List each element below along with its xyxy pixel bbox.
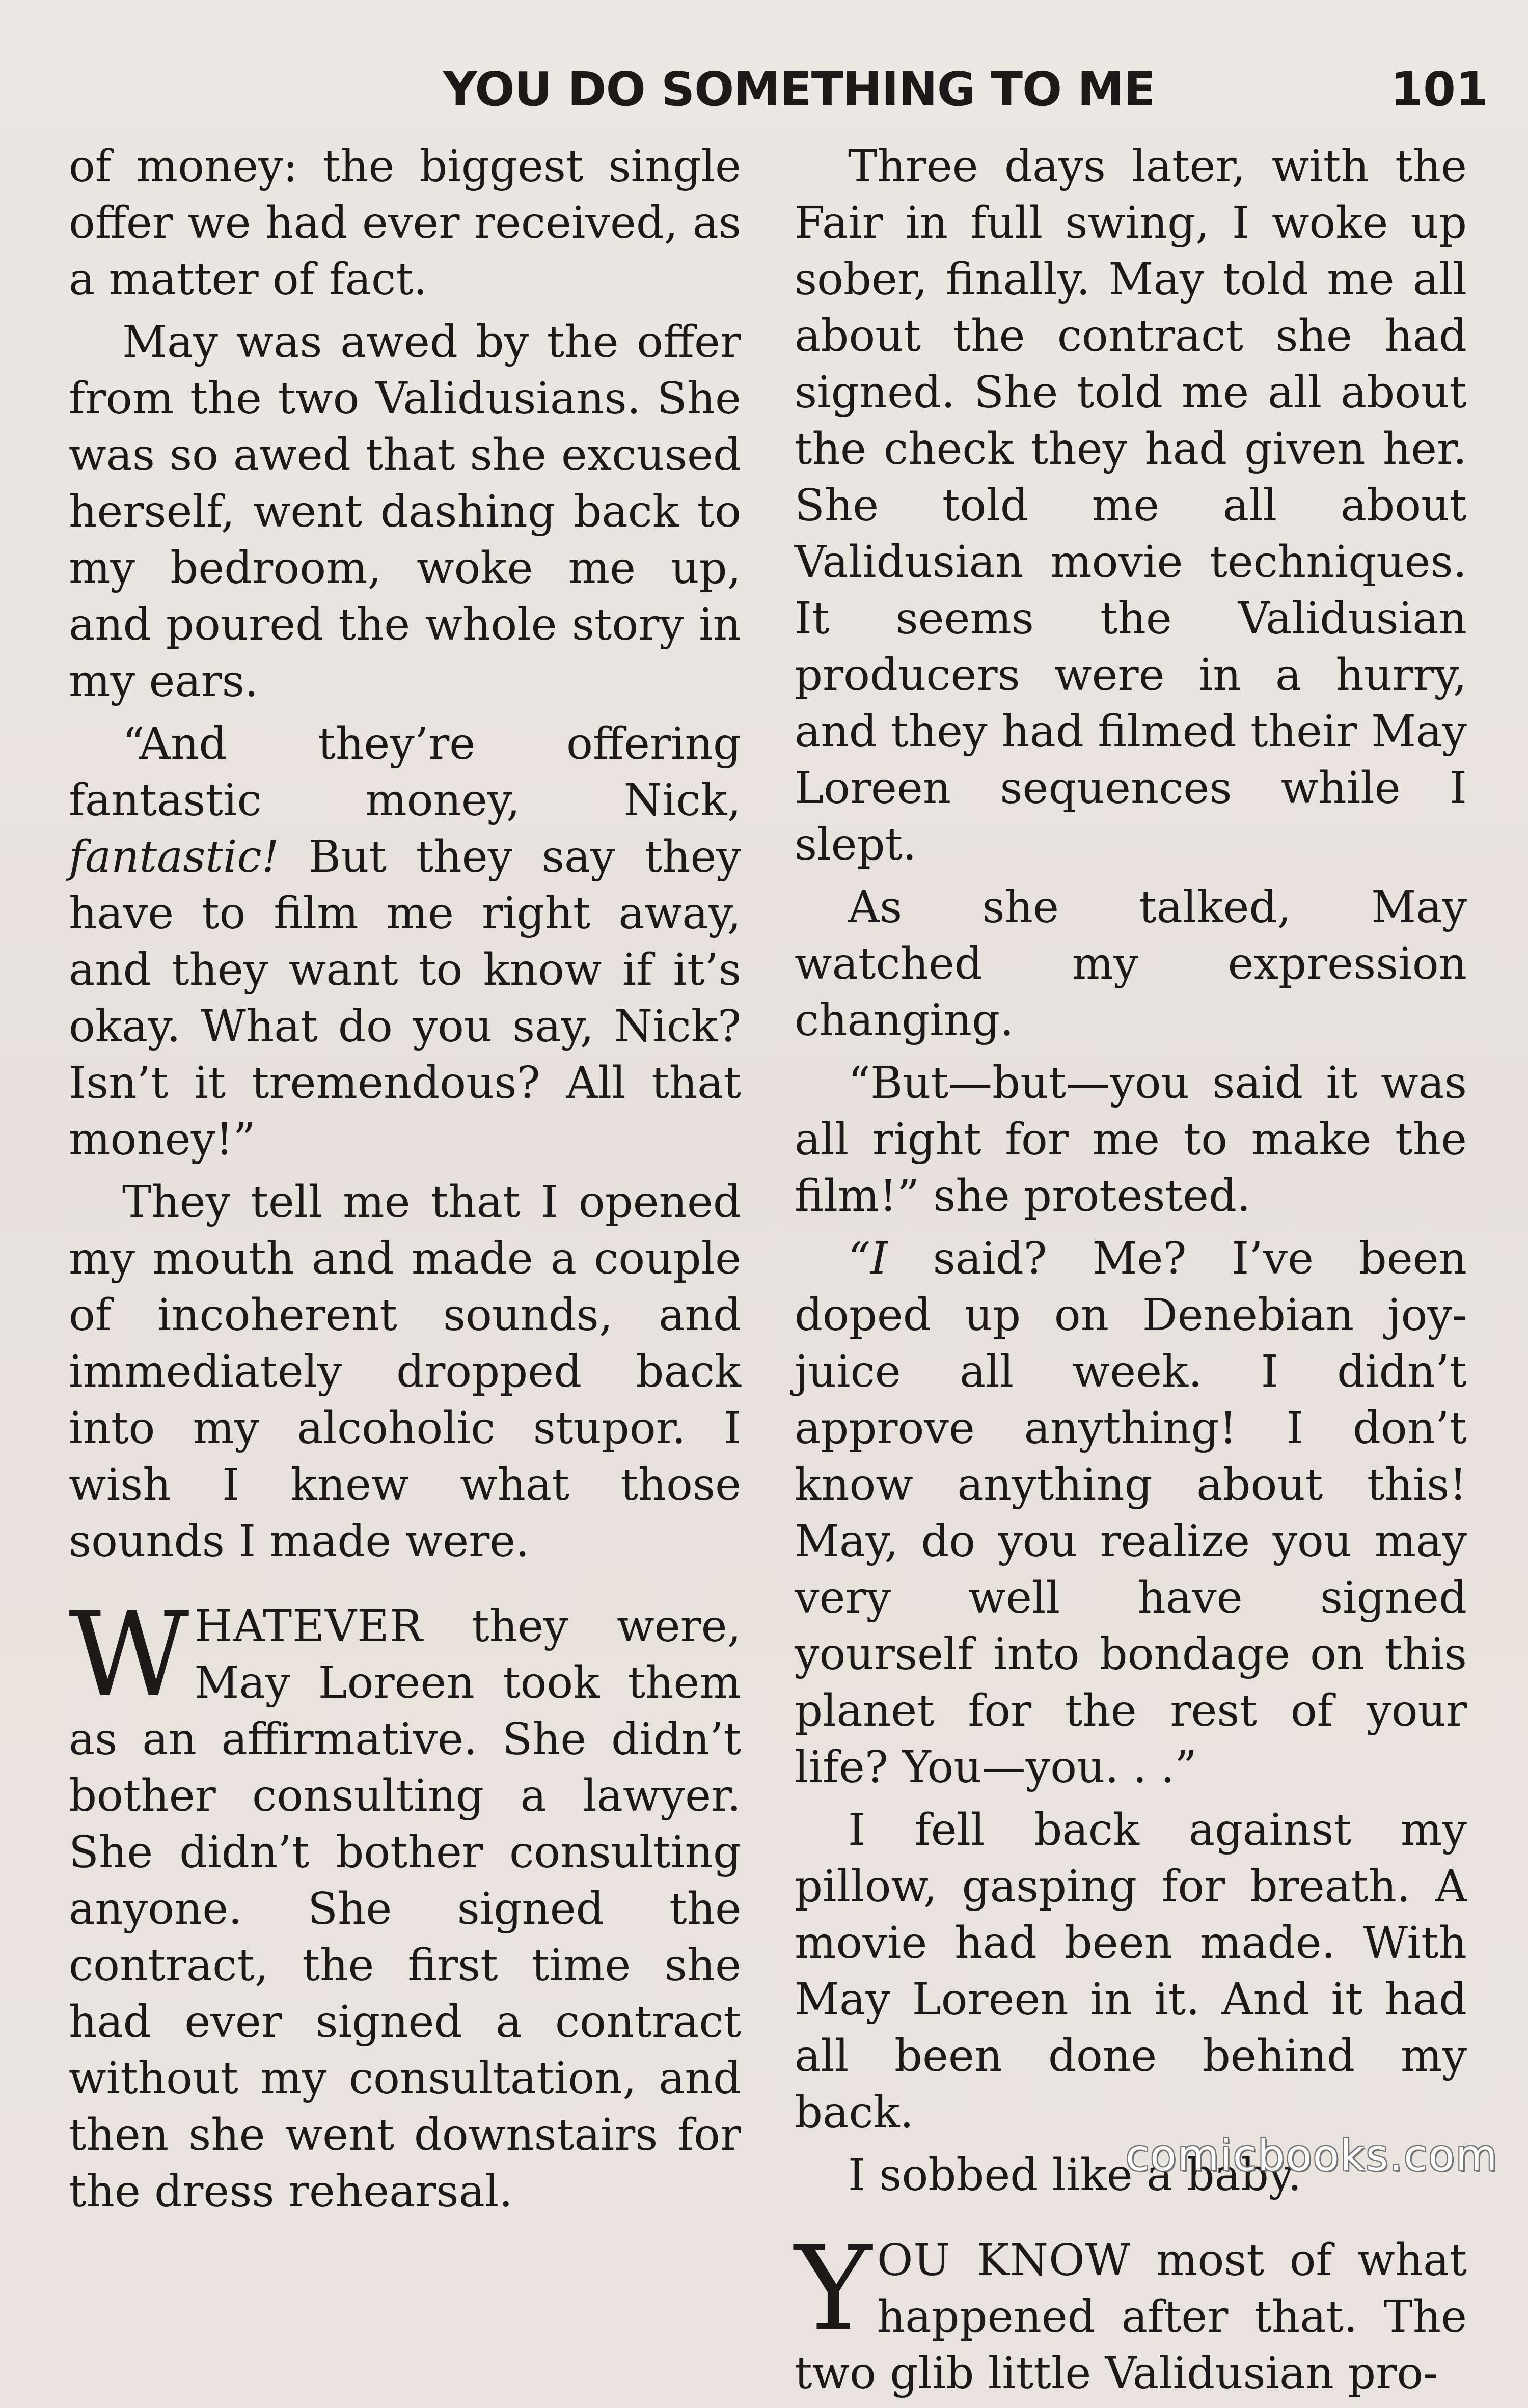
paragraph: As she talked, May watched my expression changing. <box>795 882 1467 1046</box>
left-column <box>69 139 741 2226</box>
running-title: YOU DO SOMETHING TO ME <box>443 62 1155 117</box>
paragraph: I fell back against my pillow, gasping for breath. A movie had been made. With May Loreen in it. And it had all been done behind my back. <box>795 1805 1467 2138</box>
paragraph: of money: the biggest single offer we had ever received, as a matter of fact. <box>69 141 741 305</box>
emphasis-text: “I <box>848 1233 888 1284</box>
paragraph <box>795 1231 1467 1796</box>
paragraph: May was awed by the offer from the two Validusians. She was so awed that she excused herself, went dashing back to my bedroom, woke me up, and poured the whole story in my ears. <box>69 317 741 707</box>
paragraph: Three days later, with the Fair in full swing, I woke up sober, finally. May told me all about the contract she had signed. She told me all about the check they had given her. She told me all about Validusian movie techniques. It seems the Validusian producers were in a hurry, and they had filmed their May Loreen sequences while I slept. <box>795 141 1467 870</box>
right-column <box>795 139 1467 2408</box>
paragraph-text: “And they’re offering fantastic money, Nick, <box>69 718 741 826</box>
section-paragraph <box>69 1587 741 2220</box>
paragraph: I sobbed like a baby. <box>848 2150 1302 2201</box>
page-number: 101 <box>1390 62 1489 117</box>
small-caps-lead: HATEVER <box>194 1601 423 1652</box>
site-watermark: comicbooks.com <box>1126 2130 1498 2180</box>
section-paragraph <box>795 2221 1467 2402</box>
paragraph-text: said? Me? I’ve been doped up on Denebian joy-juice all week. I didn’t approve anything! I don’t know anything about this! May, do you realize you may very well have signed yourself into bondage on this planet for the rest of your life? You—you. . .” <box>795 1233 1467 1793</box>
drop-cap: W <box>69 1587 189 1723</box>
paragraph-text: But they say they have to film me right away, and they want to know if it’s okay. What do you say, Nick? Isn’t it tremendous? All that money!” <box>69 832 741 1165</box>
drop-cap: Y <box>795 2221 872 2357</box>
paragraph-text: they were, May Loreen took them as an affirmative. She didn’t bother consulting a lawyer. She didn’t bother consulting anyone. She signed the contract, the first time she had ever signed a contract without my consultation, and then she went downstairs for the dress rehearsal. <box>69 1601 741 2217</box>
emphasis-text: fantastic! <box>69 832 280 882</box>
paragraph-text: most of what happened after that. The two glib little Validusian pro- <box>795 2235 1467 2399</box>
small-caps-lead: OU KNOW <box>877 2235 1131 2286</box>
running-head <box>0 62 1528 118</box>
paragraph: They tell me that I opened my mouth and made a couple of incoherent sounds, and immediately dropped back into my alcoholic stupor. I wish I knew what those sounds I made were. <box>69 1177 741 1567</box>
paragraph <box>69 716 741 1168</box>
paragraph: “But—but—you said it was all right for me to make the film!” she protested. <box>795 1058 1467 1222</box>
